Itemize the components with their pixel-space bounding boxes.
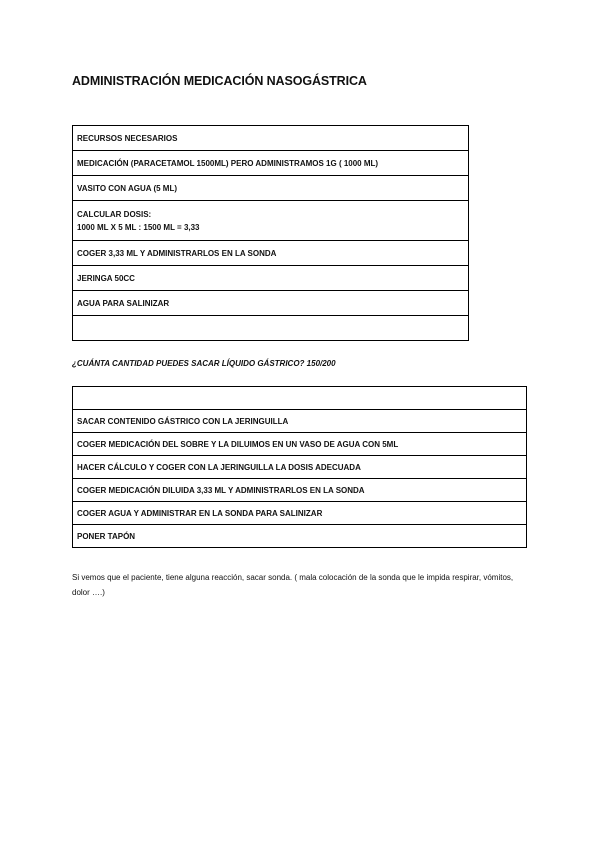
table-row	[73, 410, 527, 433]
dose-formula: 1000 ML X 5 ML : 1500 ML = 3,33	[77, 222, 200, 232]
table-cell: COGER MEDICACIÓN DILUIDA 3,33 ML Y ADMINISTRARLOS EN LA SONDA	[73, 479, 527, 502]
table-cell: PONER TAPÓN	[73, 525, 527, 548]
table-cell	[73, 201, 469, 241]
table-row	[73, 456, 527, 479]
table-cell: COGER AGUA Y ADMINISTRAR EN LA SONDA PARA SALINIZAR	[73, 502, 527, 525]
table-row	[73, 525, 527, 548]
table-row	[73, 126, 469, 151]
table-cell: MEDICACIÓN (PARACETAMOL 1500ML) PERO ADMINISTRAMOS 1G ( 1000 ML)	[73, 151, 469, 176]
table-row	[73, 433, 527, 456]
table-row	[73, 201, 469, 241]
table-cell: VASITO CON AGUA (5 ML)	[73, 176, 469, 201]
table-row	[73, 241, 469, 266]
table-row	[73, 316, 469, 341]
table-cell: RECURSOS NECESARIOS	[73, 126, 469, 151]
table-row	[73, 387, 527, 410]
resources-table	[72, 125, 469, 341]
table-row	[73, 176, 469, 201]
question-text: ¿CUÁNTA CANTIDAD PUEDES SACAR LÍQUIDO GÁSTRICO? 150/200	[72, 359, 336, 368]
table-row	[73, 266, 469, 291]
table-cell	[73, 316, 469, 341]
table-row	[73, 502, 527, 525]
page-title: ADMINISTRACIÓN MEDICACIÓN NASOGÁSTRICA	[72, 74, 367, 88]
table-cell: COGER MEDICACIÓN DEL SOBRE Y LA DILUIMOS EN UN VASO DE AGUA CON 5ML	[73, 433, 527, 456]
table-cell: JERINGA 50CC	[73, 266, 469, 291]
steps-table	[72, 386, 527, 548]
dose-label: CALCULAR DOSIS:	[77, 209, 152, 219]
table-row	[73, 479, 527, 502]
table-cell: AGUA PARA SALINIZAR	[73, 291, 469, 316]
table-cell: HACER CÁLCULO Y COGER CON LA JERINGUILLA LA DOSIS ADECUADA	[73, 456, 527, 479]
table-cell	[73, 387, 527, 410]
table-row	[73, 291, 469, 316]
table-row	[73, 151, 469, 176]
table-cell: SACAR CONTENIDO GÁSTRICO CON LA JERINGUILLA	[73, 410, 527, 433]
table-cell: COGER 3,33 ML Y ADMINISTRARLOS EN LA SONDA	[73, 241, 469, 266]
note-paragraph: Si vemos que el paciente, tiene alguna reacción, sacar sonda. ( mala colocación de la sonda que le impida respirar, vómitos, dolor ….)	[72, 573, 514, 597]
